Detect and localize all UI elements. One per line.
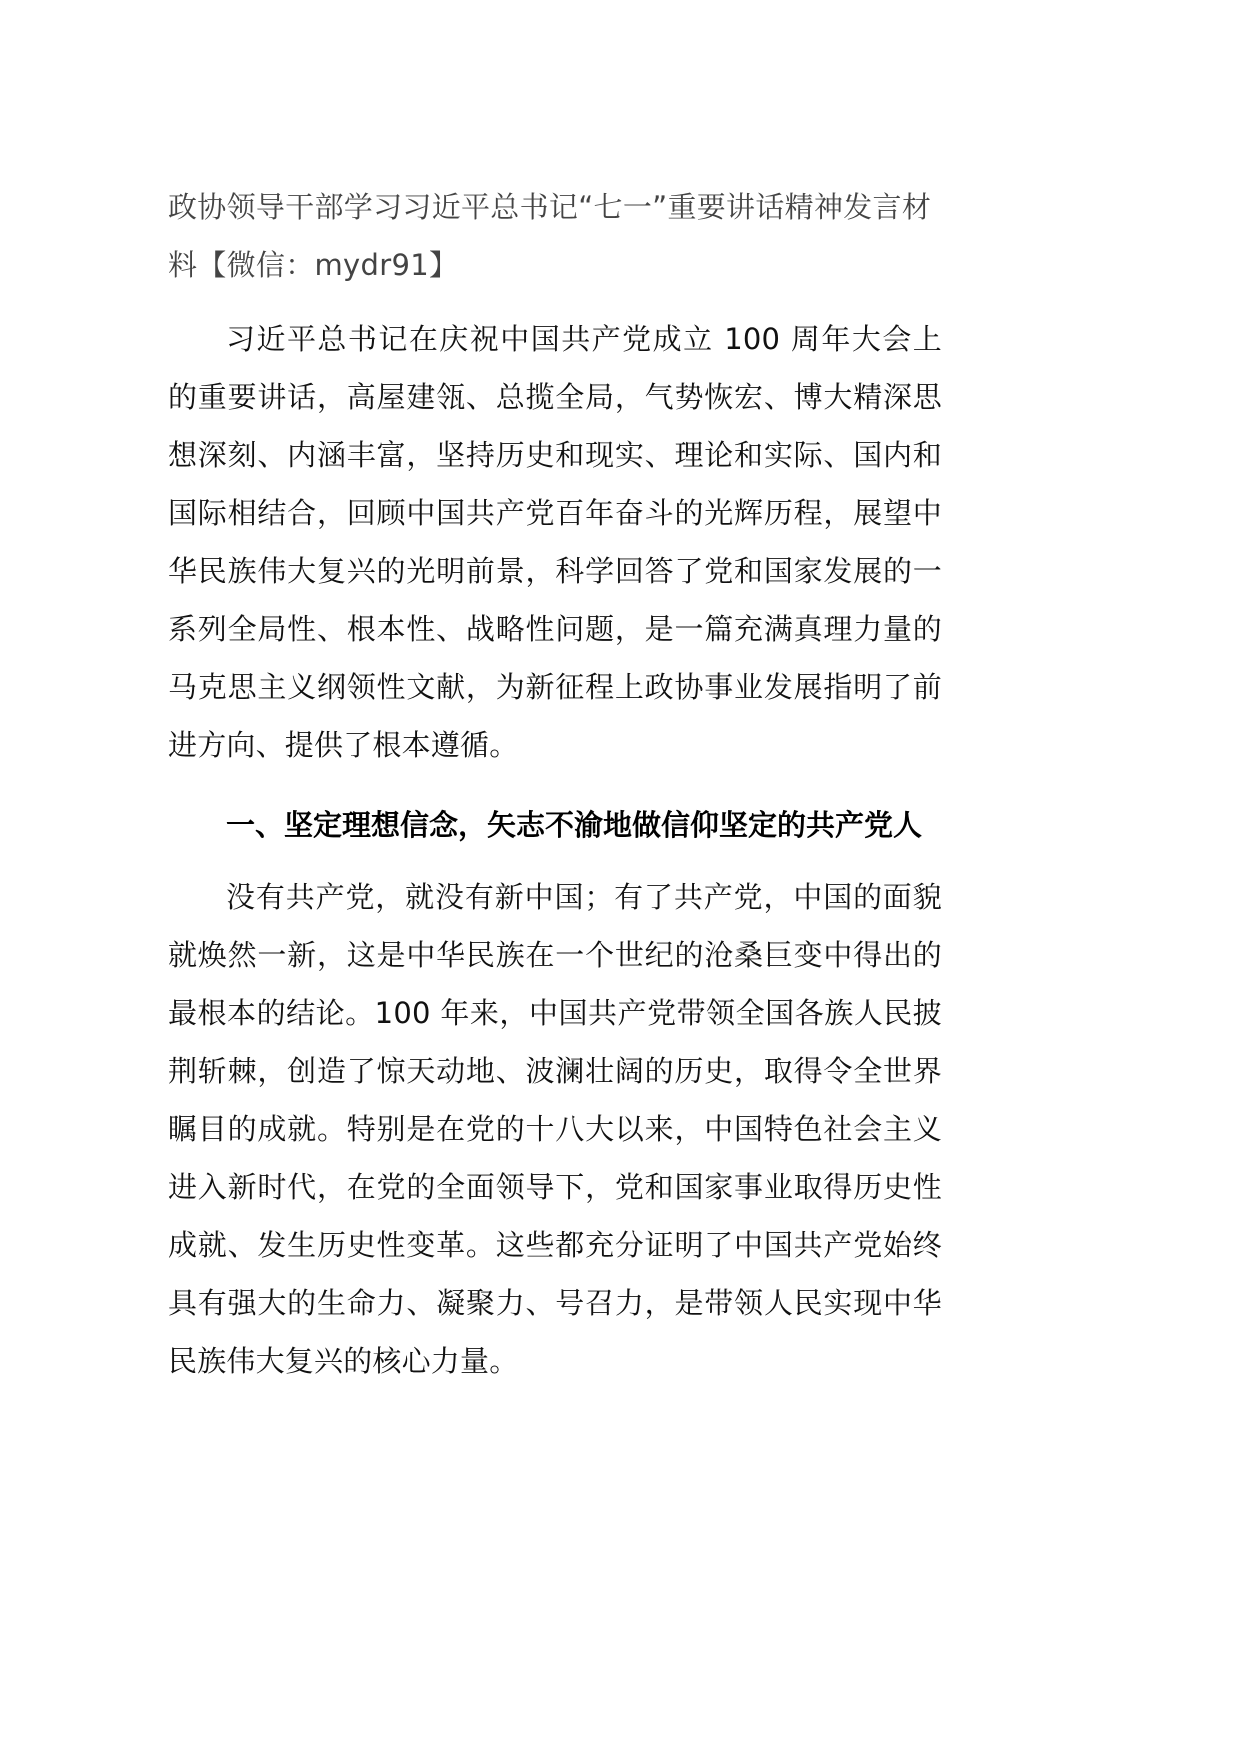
document-page: [168, 178, 942, 1390]
body-paragraph: 没有共产党，就没有新中国；有了共产党，中国的面貌就焕然一新，这是中华民族在一个世纪的沧桑巨变中得出的最根本的结论。100 年来，中国共产党带领全国各族人民披荆斩棘，创造了惊天动地、波澜壮阔的历史，取得令全世界瞩目的成就。特别是在党的十八大以来，中国特色社会主义进入新时代，在党的全面领导下，党和国家事业取得历史性成就、发生历史性变革。这些都充分证明了中国共产党始终具有强大的生命力、凝聚力、号召力，是带领人民实现中华民族伟大复兴的核心力量。: [168, 880, 942, 1378]
document-title: 政协领导干部学习习近平总书记“七一”重要讲话精神发言材料【微信：mydr91】: [168, 190, 932, 282]
intro-paragraph: 习近平总书记在庆祝中国共产党成立 100 周年大会上的重要讲话，高屋建瓴、总揽全局，气势恢宏、博大精深思想深刻、内涵丰富，坚持历史和现实、理论和实际、国内和国际相结合，回顾中国共产党百年奋斗的光辉历程，展望中华民族伟大复兴的光明前景，科学回答了党和国家发展的一系列全局性、根本性、战略性问题，是一篇充满真理力量的马克思主义纲领性文献，为新征程上政协事业发展指明了前进方向、提供了根本遵循。: [168, 322, 942, 762]
section-heading: 一、坚定理想信念，矢志不渝地做信仰坚定的共产党人: [226, 808, 923, 842]
